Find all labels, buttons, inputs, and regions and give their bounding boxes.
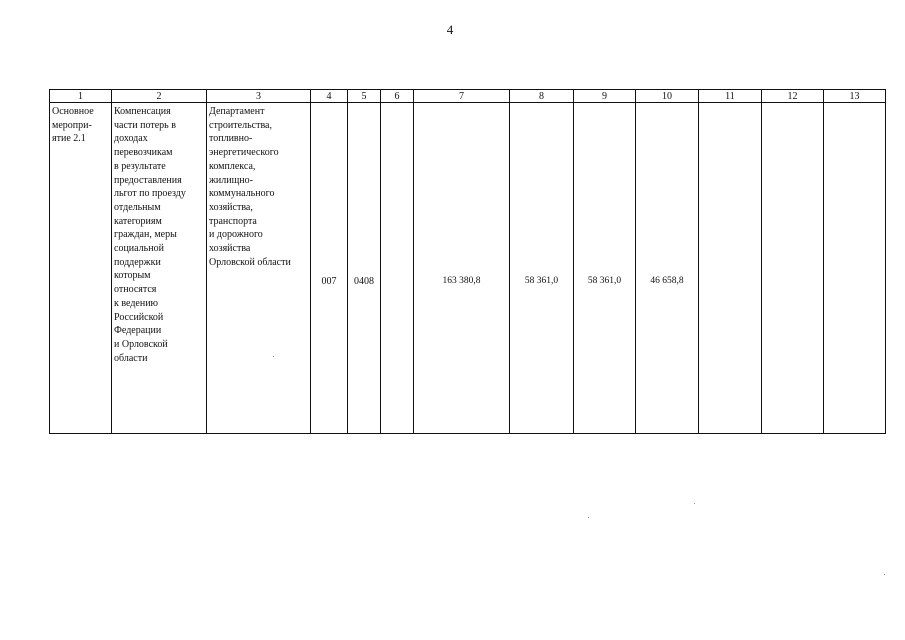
value-cell-10: 46 658,8 (636, 103, 699, 434)
executor-text: Департамент строительства, топливно- энергетического комплекса, жилищно- коммунального хозяйства, транспорта и дорожного хозяйства Орловской области (209, 106, 291, 268)
column-number: 2 (112, 90, 207, 103)
scan-speck (694, 503, 695, 504)
executor-cell (207, 103, 311, 434)
column-number: 13 (824, 90, 886, 103)
column-number: 5 (348, 90, 381, 103)
measure-name-text: Компенсация части потерь в доходах перевозчикам в результате предоставления льгот по проезду отдельным категориям граждан, меры социальной поддержки которым относятся к ведению Российской Федерации и Орловской области (114, 106, 186, 364)
page-number: 4 (446, 22, 454, 37)
column-number: 11 (699, 90, 762, 103)
grbs-cell: 007 (311, 103, 348, 434)
value-cell-11 (699, 103, 762, 434)
column-number: 8 (510, 90, 574, 103)
value-cell-7: 163 380,8 (414, 103, 510, 434)
value-cell-13 (824, 103, 886, 434)
column-number: 6 (381, 90, 414, 103)
scan-speck (588, 517, 589, 518)
column-number: 3 (207, 90, 311, 103)
column-number: 9 (574, 90, 636, 103)
status-text: Основное меропри- ятие 2.1 (52, 106, 94, 145)
status-cell (50, 103, 112, 434)
rzpr-cell: 0408 (348, 103, 381, 434)
value-cell-8: 58 361,0 (510, 103, 574, 434)
table-row (50, 103, 886, 434)
budget-table (49, 89, 886, 434)
scan-speck (884, 574, 885, 575)
column-number: 10 (636, 90, 699, 103)
scan-speck (273, 356, 274, 357)
value-cell-12 (762, 103, 824, 434)
column-number: 1 (50, 90, 112, 103)
column-number-row (50, 90, 886, 103)
csr-cell (381, 103, 414, 434)
value-cell-9: 58 361,0 (574, 103, 636, 434)
measure-name-cell (112, 103, 207, 434)
column-number: 12 (762, 90, 824, 103)
column-number: 4 (311, 90, 348, 103)
column-number: 7 (414, 90, 510, 103)
